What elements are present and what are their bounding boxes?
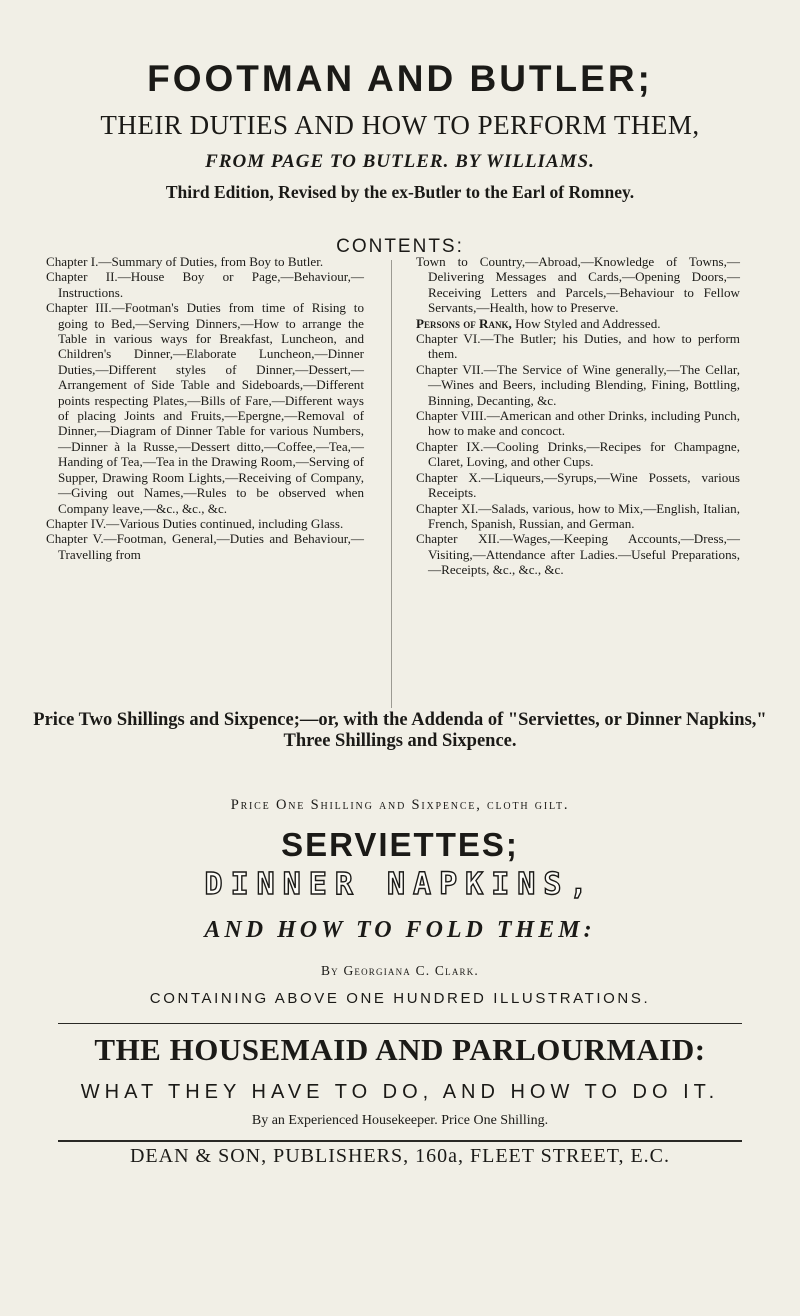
- illustrations-note: CONTAINING ABOVE ONE HUNDRED ILLUSTRATIONS.: [149, 990, 651, 1007]
- serviettes-title: SERVIETTES;: [281, 826, 519, 863]
- author-line: FROM PAGE TO BUTLER. BY WILLIAMS.: [205, 151, 595, 172]
- contents-left-column: [46, 254, 364, 562]
- contents-right-column: [416, 254, 740, 578]
- contents-entry: Chapter XI.—Salads, various, how to Mix,—English, Italian, French, Spanish, Russian, and German.: [416, 500, 740, 531]
- housemaid-title: THE HOUSEMAID AND PARLOURMAID:: [94, 1032, 706, 1067]
- dinner-napkins-heading: DINNER NAPKINS,: [204, 867, 596, 902]
- page-title: FOOTMAN AND BUTLER;: [147, 58, 653, 99]
- how-to-fold-heading: AND HOW TO FOLD THEM:: [204, 917, 596, 943]
- contents-entry: Chapter III.—Footman's Duties from time of Rising to going to Bed,—Serving Dinners,—How to arrange the Table in various ways for Breakfast, Luncheon, and Children's Dinner,—Elaborate Luncheon,—Dinner Duties,—Different styles of Dinner,—Dessert,—Arrangement of Side Table and Sideboards,—Different points respecting Plates,—Bills of Fare,—Different ways of placing Joints and Fruits,—Epergne,—Removal of Dinner,—Diagram of Dinner Table for various Numbers,—Dinner à la Russe,—Dessert ditto,—Coffee,—Tea,—Handing of Tea,—Tea in the Drawing Room,—Serving of Supper, Drawing Room Lights,—Receiving of Company,—Giving out Names,—Rules to be observed when Company leave,—&c., &c., &c.: [46, 300, 364, 516]
- housemaid-subtitle: WHAT THEY HAVE TO DO, AND HOW TO DO IT.: [80, 1081, 720, 1103]
- contents-entry: Chapter IV.—Various Duties continued, including Glass.: [46, 515, 344, 531]
- contents-entry: Chapter VIII.—American and other Drinks, including Punch, how to make and concoct.: [416, 408, 740, 439]
- serviettes-author: By Georgiana C. Clark.: [320, 963, 480, 978]
- contents-entry: Chapter V.—Footman, General,—Duties and Behaviour,—Travelling from: [46, 531, 364, 562]
- column-divider: [391, 260, 392, 708]
- persons-of-rank-emphasis: Persons of Rank,: [416, 315, 512, 331]
- serviettes-price: Price One Shilling and Sixpence, cloth gilt.: [230, 797, 570, 813]
- contents-entry: Town to Country,—Abroad,—Knowledge of Towns,—Delivering Messages and Cards,—Opening Doors,—Receiving Letters and Parcels,—Behaviour to Fellow Servants,—Health, how to Preserve.: [416, 254, 740, 316]
- section-divider: [58, 1023, 742, 1024]
- publisher-line: DEAN & SON, PUBLISHERS, 160a, FLEET STREET, E.C.: [129, 1145, 671, 1167]
- contents-entry-persons-of-rank: [416, 316, 740, 331]
- contents-entry: Chapter I.—Summary of Duties, from Boy to Butler.: [46, 254, 324, 269]
- contents-entry: Chapter XII.—Wages,—Keeping Accounts,—Dress,—Visiting,—Attendance after Ladies.—Useful Preparations,—Receipts, &c., &c., &c.: [416, 531, 740, 578]
- contents-heading: CONTENTS:: [336, 236, 464, 257]
- contents-entry: Chapter VI.—The Butler; his Duties, and how to perform them.: [416, 331, 740, 362]
- page-subtitle: THEIR DUTIES AND HOW TO PERFORM THEM,: [100, 110, 700, 140]
- contents-entry: Chapter IX.—Cooling Drinks,—Recipes for Champagne, Claret, Loving, and other Cups.: [416, 438, 740, 470]
- persons-of-rank-rest: How Styled and Addressed.: [511, 315, 661, 331]
- price-line: Price Two Shillings and Sixpence;—or, with the Addenda of "Serviettes, or Dinner Napkins," Three Shillings and Sixpence.: [33, 710, 767, 751]
- contents-entry: Chapter VII.—The Service of Wine generally,—The Cellar,—Wines and Beers, including Blending, Fining, Bottling, Binning, Decanting, &c.: [416, 361, 740, 408]
- edition-line: Third Edition, Revised by the ex-Butler to the Earl of Romney.: [165, 182, 635, 202]
- housemaid-byline: By an Experienced Housekeeper. Price One Shilling.: [251, 1113, 549, 1128]
- footer-divider: [58, 1140, 742, 1142]
- contents-entry: Chapter II.—House Boy or Page,—Behaviour,—Instructions.: [46, 269, 364, 300]
- contents-entry: Chapter X.—Liqueurs,—Syrups,—Wine Possets, various Receipts.: [416, 469, 740, 501]
